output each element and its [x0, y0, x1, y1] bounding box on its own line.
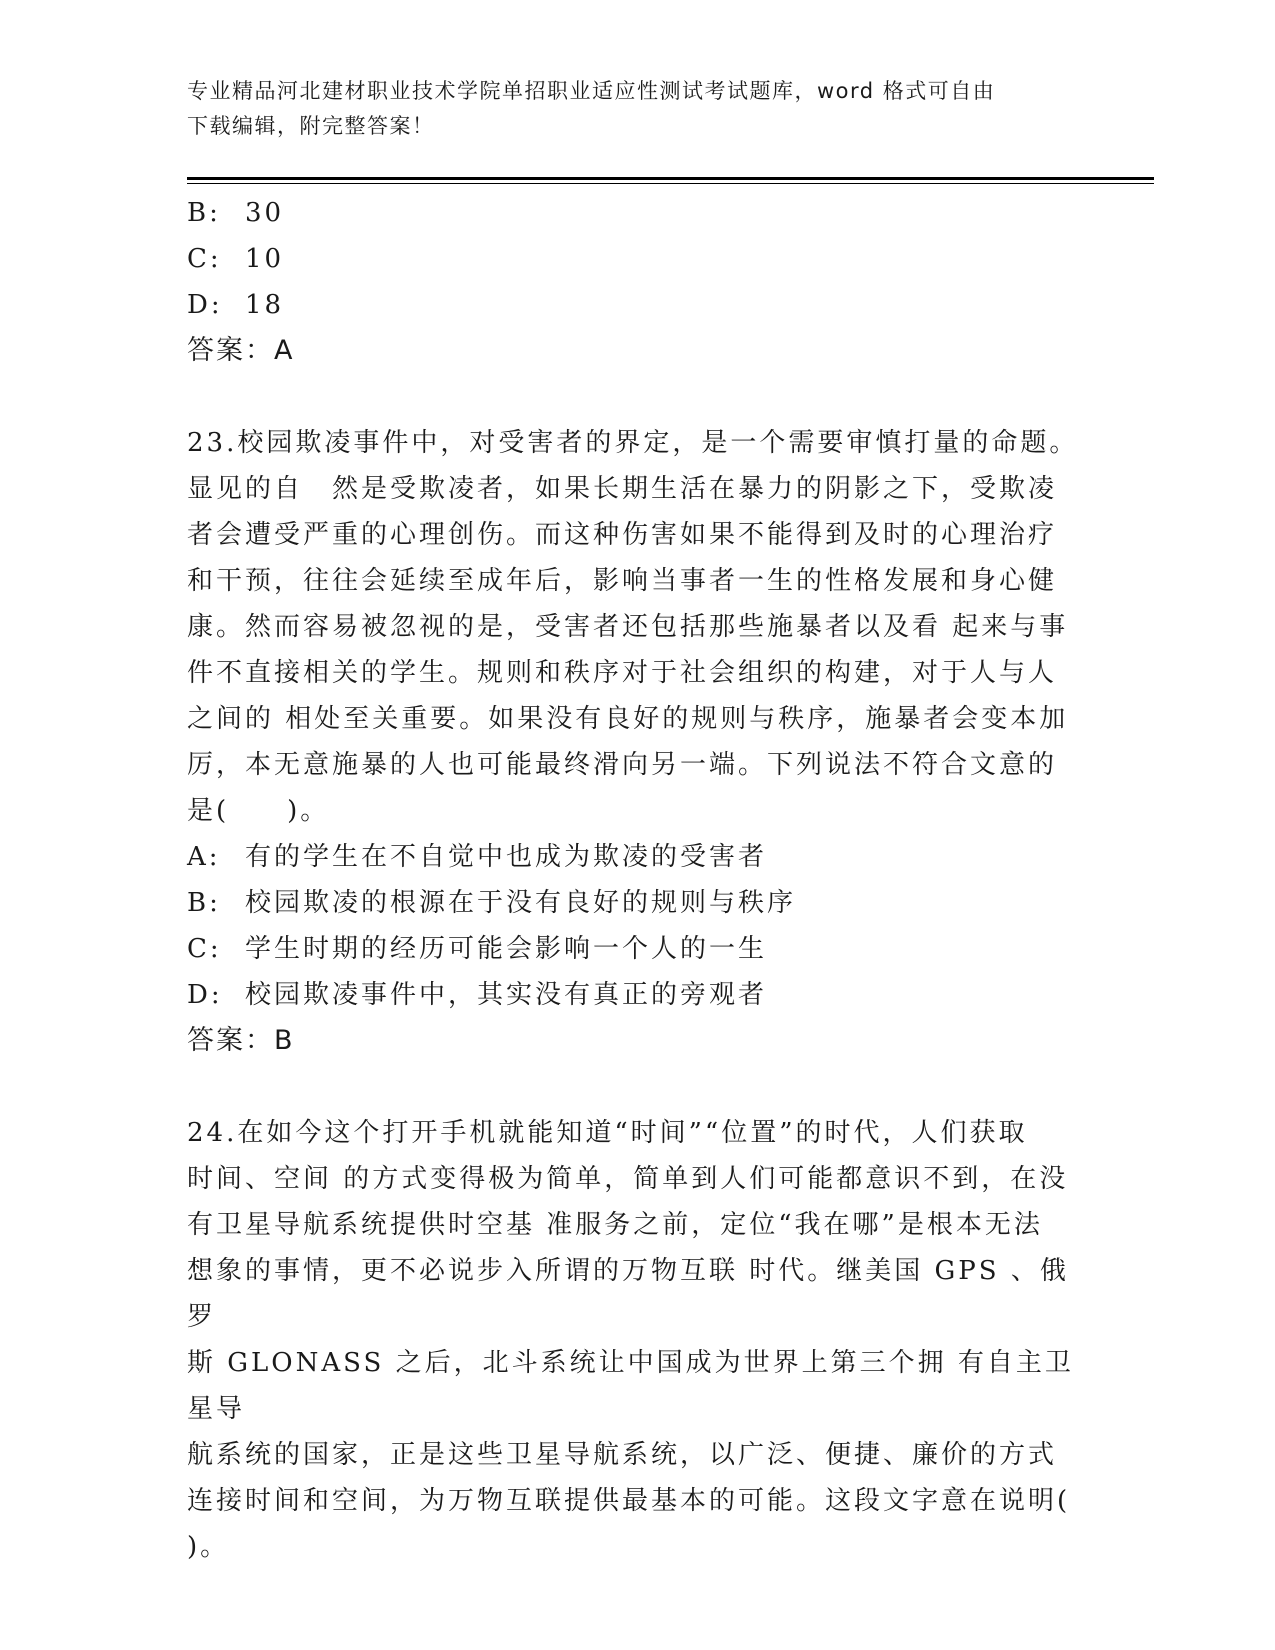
option-d: [187, 972, 1087, 1018]
header-rule-thick: [187, 177, 1154, 180]
option-text: 有的学生在不自觉中也成为欺凌的受害者: [245, 842, 768, 872]
question-line: 连接时间和空间，为万物互联提供最基本的可能。这段文字意在说明(: [187, 1486, 1071, 1516]
document-body: [187, 190, 1087, 1570]
question-22-tail: [187, 190, 1087, 374]
question-24: [187, 1110, 1087, 1570]
option-text: 10: [245, 244, 285, 274]
question-line: 航系统的国家，正是这些卫星导航系统，以广泛、便捷、廉价的方式: [187, 1440, 1058, 1470]
option-d: [187, 282, 1087, 328]
option-letter: C:: [187, 934, 222, 964]
question-line: 有卫星导航系统提供时空基 准服务之前，定位“我在哪”是根本无法: [187, 1210, 1043, 1240]
option-a: [187, 834, 1087, 880]
question-line: 时间、空间 的方式变得极为简单，简单到人们可能都意识不到，在没: [187, 1164, 1069, 1194]
question-line: )。: [187, 1532, 230, 1562]
question-line: 想象的事情，更不必说步入所谓的万物互联 时代。继美国 GPS 、俄罗: [187, 1256, 1069, 1332]
option-letter: B:: [187, 888, 221, 918]
question-24-stem: [187, 1110, 1087, 1570]
option-c: [187, 926, 1087, 972]
question-line: 之间的 相处至关重要。如果没有良好的规则与秩序，施暴者会变本加: [187, 704, 1069, 734]
option-text: 校园欺凌的根源在于没有良好的规则与秩序: [245, 888, 797, 918]
header-line-2: 下载编辑，附完整答案！: [187, 114, 435, 138]
option-text: 18: [245, 290, 285, 320]
question-23: [187, 420, 1087, 1064]
page-header: [187, 74, 1067, 144]
header-rule-thin: [187, 183, 1154, 184]
option-b: [187, 880, 1087, 926]
question-line: 斯 GLONASS 之后，北斗系统让中国成为世界上第三个拥 有自主卫星导: [187, 1348, 1074, 1424]
header-line-1: 专业精品河北建材职业技术学院单招职业适应性测试考试题库，word 格式可自由: [187, 79, 996, 103]
question-line: 件不直接相关的学生。规则和秩序对于社会组织的构建，对于人与人: [187, 658, 1058, 688]
question-line: 是( )。: [187, 796, 330, 826]
option-letter: A:: [187, 842, 221, 872]
question-line: 24.在如今这个打开手机就能知道“时间”“位置”的时代，人们获取: [187, 1118, 1028, 1148]
option-text: 学生时期的经历可能会影响一个人的一生: [245, 934, 768, 964]
question-line: 厉，本无意施暴的人也可能最终滑向另一端。下列说法不符合文意的: [187, 750, 1058, 780]
option-text: 30: [245, 198, 285, 228]
spacer: [187, 374, 1087, 420]
option-c: [187, 236, 1087, 282]
option-letter: D:: [187, 980, 223, 1010]
question-line: 23.校园欺凌事件中，对受害者的界定，是一个需要审慎打量的命题。: [187, 428, 1079, 458]
answer-23: 答案：B: [187, 1025, 295, 1056]
answer-22: 答案：A: [187, 335, 295, 366]
question-23-stem: [187, 420, 1087, 834]
spacer: [187, 1064, 1087, 1110]
option-letter: B:: [187, 198, 221, 228]
option-letter: D:: [187, 290, 223, 320]
question-line: 者会遭受严重的心理创伤。而这种伤害如果不能得到及时的心理治疗: [187, 520, 1058, 550]
option-b: [187, 190, 1087, 236]
option-text: 校园欺凌事件中，其实没有真正的旁观者: [245, 980, 768, 1010]
question-line: 显见的自 然是受欺凌者，如果长期生活在暴力的阴影之下，受欺凌: [187, 474, 1058, 504]
option-letter: C:: [187, 244, 222, 274]
question-line: 康。然而容易被忽视的是，受害者还包括那些施暴者以及看 起来与事: [187, 612, 1069, 642]
question-line: 和干预，往往会延续至成年后，影响当事者一生的性格发展和身心健: [187, 566, 1058, 596]
